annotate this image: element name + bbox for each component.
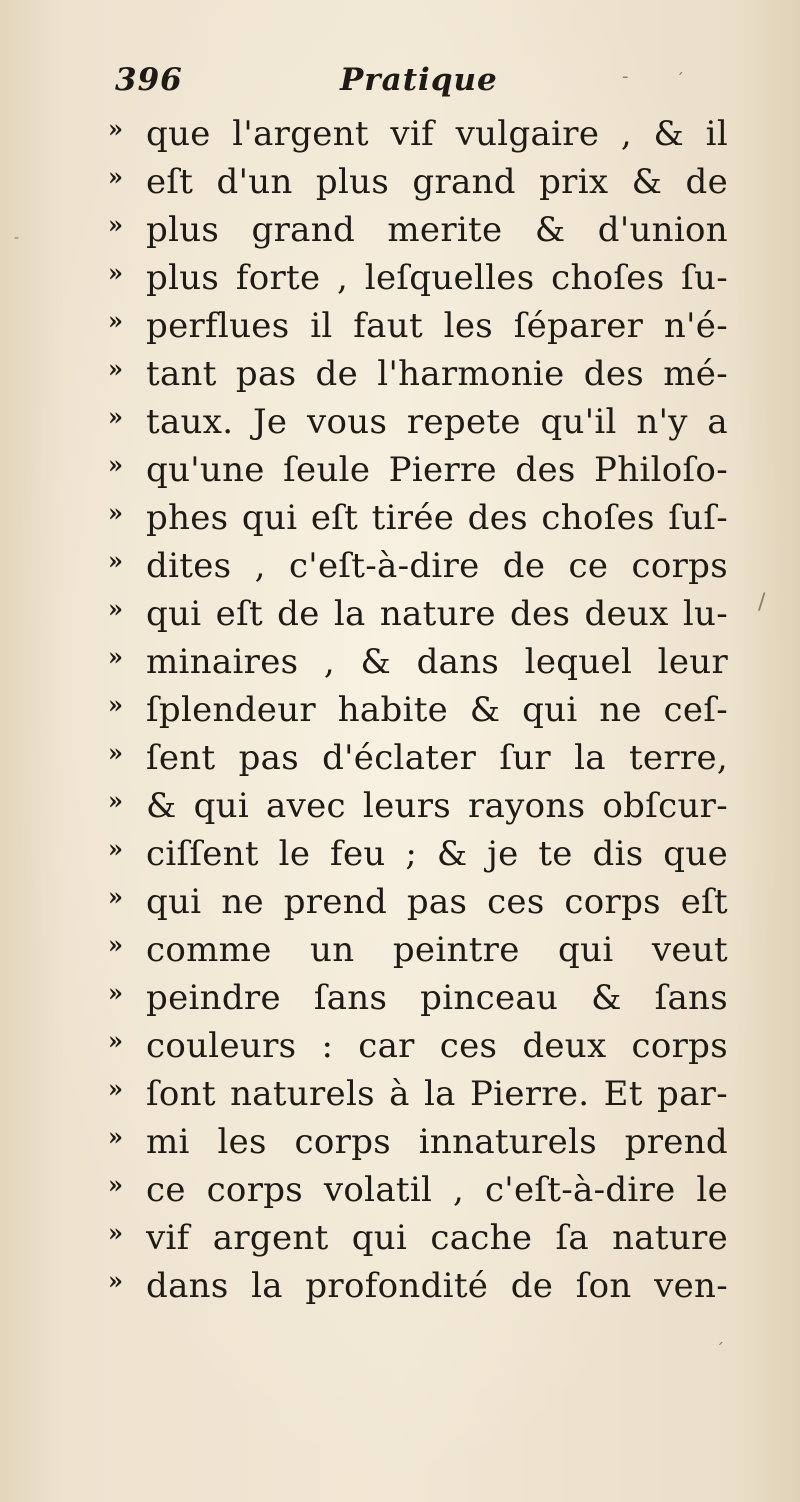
text-line [108, 206, 728, 254]
quote-mark: » [108, 546, 121, 575]
line-text: mi les corps innaturels prend [146, 1122, 728, 1162]
line-text: plus forte , leſquelles choſes ſu- [146, 258, 728, 298]
line-text: vif argent qui cache ſa nature [146, 1218, 728, 1258]
quote-mark: » [108, 402, 121, 431]
line-text: ſplendeur habite & qui ne ceſ- [146, 690, 728, 730]
quote-mark: » [108, 162, 121, 191]
line-text: que l'argent vif vulgaire , & il [146, 114, 728, 154]
quote-mark: » [108, 1218, 121, 1247]
line-text: perflues il faut les ſéparer n'é- [146, 306, 728, 346]
line-text: tant pas de l'harmonie des mé- [146, 354, 728, 394]
ink-speck: / [758, 590, 766, 615]
quote-mark: » [108, 594, 121, 623]
quote-mark: » [108, 978, 121, 1007]
quote-mark: » [108, 690, 121, 719]
quote-mark: » [108, 738, 121, 767]
text-line [108, 686, 728, 734]
ink-speck: - [14, 230, 20, 246]
quote-mark: » [108, 354, 121, 383]
text-line [108, 542, 728, 590]
text-line [108, 926, 728, 974]
text-line [108, 110, 728, 158]
quote-mark: » [108, 786, 121, 815]
text-line [108, 830, 728, 878]
line-text: ce corps volatil , c'eſt-à-dire le [146, 1170, 728, 1210]
text-line [108, 1022, 728, 1070]
text-block [108, 110, 728, 1310]
text-line [108, 350, 728, 398]
text-line [108, 446, 728, 494]
quote-mark: » [108, 498, 121, 527]
line-text: dites , c'eſt-à-dire de ce corps [146, 546, 728, 586]
ink-speck: ˊ [716, 1340, 724, 1359]
line-text: & qui avec leurs rayons obſcur- [146, 786, 728, 826]
quote-mark: » [108, 1170, 121, 1199]
quote-mark: » [108, 258, 121, 287]
text-line [108, 1070, 728, 1118]
text-line [108, 590, 728, 638]
text-line [108, 302, 728, 350]
text-line [108, 1214, 728, 1262]
line-text: couleurs : car ces deux corps [146, 1026, 728, 1066]
quote-mark: » [108, 210, 121, 239]
quote-mark: » [108, 306, 121, 335]
running-title: Pratique [340, 62, 498, 98]
text-line [108, 254, 728, 302]
line-text: phes qui eſt tirée des choſes ſuſ- [146, 498, 728, 538]
text-line [108, 398, 728, 446]
text-line [108, 1262, 728, 1310]
ink-speck: ˊ [676, 70, 684, 89]
line-text: eſt d'un plus grand prix & de [146, 162, 728, 202]
line-text: ſent pas d'éclater ſur la terre, [146, 738, 728, 778]
quote-mark: » [108, 1026, 121, 1055]
quote-mark: » [108, 1122, 121, 1151]
text-line [108, 494, 728, 542]
quote-mark: » [108, 450, 121, 479]
quote-mark: » [108, 1074, 121, 1103]
line-text: minaires , & dans lequel leur [146, 642, 728, 682]
text-line [108, 734, 728, 782]
line-text: plus grand merite & d'union [146, 210, 728, 250]
text-line [108, 638, 728, 686]
text-line [108, 1118, 728, 1166]
line-text: qui ne prend pas ces corps eſt [146, 882, 728, 922]
line-text: qu'une ſeule Pierre des Philoſo- [146, 450, 728, 490]
line-text: dans la profondité de ſon ven- [146, 1266, 728, 1306]
text-line [108, 878, 728, 926]
line-text: ciſſent le feu ; & je te dis que [146, 834, 728, 874]
quote-mark: » [108, 882, 121, 911]
text-line [108, 782, 728, 830]
quote-mark: » [108, 114, 121, 143]
quote-mark: » [108, 834, 121, 863]
quote-mark: » [108, 642, 121, 671]
text-line [108, 974, 728, 1022]
ink-speck: - [622, 66, 629, 87]
quote-mark: » [108, 1266, 121, 1295]
quote-mark: » [108, 930, 121, 959]
text-line [108, 158, 728, 206]
line-text: peindre ſans pinceau & ſans [146, 978, 728, 1018]
line-text: qui eſt de la nature des deux lu- [146, 594, 728, 634]
line-text: taux. Je vous repete qu'il n'y a [146, 402, 728, 442]
page-number: 396 [115, 62, 183, 98]
text-line [108, 1166, 728, 1214]
line-text: comme un peintre qui veut [146, 930, 728, 970]
line-text: ſont naturels à la Pierre. Et par- [146, 1074, 728, 1114]
